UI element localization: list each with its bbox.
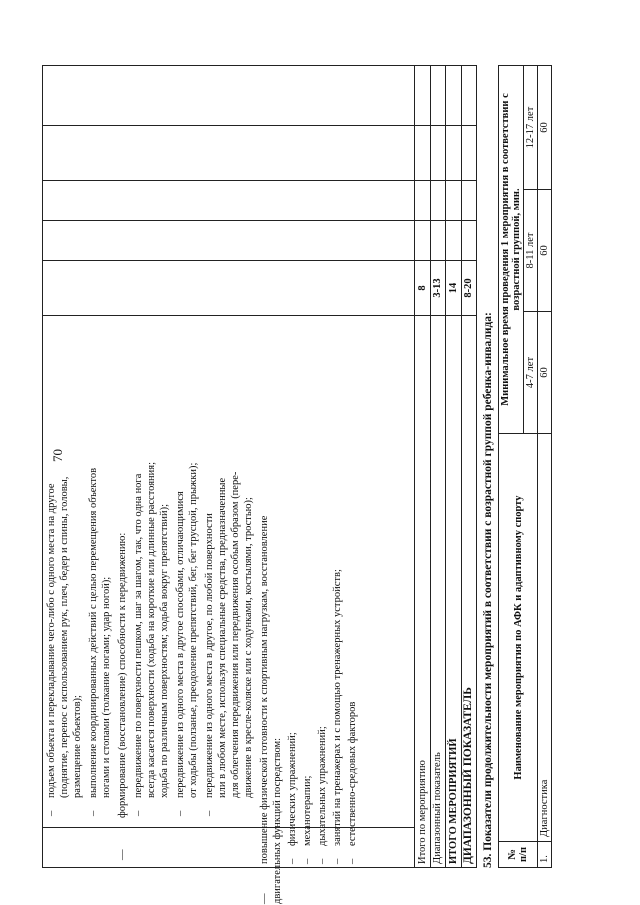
header-age: 12-17 лет: [524, 66, 538, 190]
header-min-time: Минимальное время проведения 1 мероприятия в соответствии с возрастной группой, мин.: [499, 66, 524, 434]
dash-mark: —: [259, 893, 270, 904]
text-line: естественно-средовых факторов: [347, 701, 358, 846]
dash-mark: –: [302, 858, 313, 864]
summary-label: Диапазонный показатель: [430, 316, 445, 868]
summary-row: [415, 66, 430, 868]
page-number: 70: [50, 449, 65, 462]
text-line: для облегчения передвижения или передвижения особым образом (пере-: [230, 471, 241, 798]
text-line: передвижение из одного места в другое, по любой поверхности: [204, 513, 215, 798]
summary-value: 8: [415, 261, 430, 316]
text-line: или в любом месте, используя специальные средства, предназначенные: [217, 477, 228, 798]
summary-label: ИТОГО МЕРОПРИЯТИЙ: [446, 316, 461, 868]
dash-mark: –: [88, 810, 99, 816]
row-value: 60: [538, 312, 552, 434]
summary-value: 8-20: [461, 261, 477, 316]
empty-cell: [43, 261, 415, 316]
header-age: 8-11 лет: [524, 190, 538, 312]
summary-value: 14: [446, 261, 461, 316]
section-heading: формирование (восстановление) способности к передвижению:: [117, 532, 128, 818]
header-age: 4-7 лет: [524, 312, 538, 434]
table-row: [538, 66, 552, 868]
summary-label: Итого по мероприятию: [415, 316, 430, 868]
row-value: 60: [538, 66, 552, 190]
text-line: передвижение из одного места в другое способами, отличающимися: [175, 491, 186, 798]
text-line: механотерапии;: [302, 775, 313, 846]
text-line: ногами и стопами (толкание ногами; удар ногой);: [101, 576, 112, 798]
row-name: Диагностика: [538, 434, 552, 842]
row-num: 1.: [538, 842, 552, 868]
text-line: дыхательных упражнений;: [317, 726, 328, 846]
empty-cell: [43, 181, 415, 221]
dash-mark: –: [287, 858, 298, 864]
text-line: подъем объекта и перекладывание чего-либо с одного места на другое: [46, 483, 57, 798]
empty-cell: [43, 221, 415, 261]
text-line: физических упражнений;: [287, 732, 298, 846]
empty-cell: [43, 126, 415, 181]
text-line: занятий на тренажерах и с помощью тренажерных устройств;: [332, 569, 343, 846]
summary-label: ДИАПАЗОННЫЙ ПОКАЗАТЕЛЬ: [461, 316, 477, 868]
dash-mark: —: [117, 849, 128, 860]
summary-value: 3-13: [430, 261, 445, 316]
summary-row: [446, 66, 461, 868]
text-line: передвижение по поверхности пешком, шаг за шагом, так, что одна нога: [133, 473, 144, 798]
text-line: ходьба по различным поверхностям; ходьба вокруг препятствий);: [159, 503, 170, 798]
activities-table: [42, 65, 477, 904]
dash-mark: –: [133, 810, 144, 816]
row-value: 60: [538, 190, 552, 312]
dash-mark: –: [317, 858, 328, 864]
text-line: размещение объектов);: [72, 695, 83, 798]
text-line: движение в кресле-коляске или с ходунками, костылями, тростью);: [243, 497, 254, 798]
dash-mark: –: [175, 810, 186, 816]
dash-mark: –: [347, 858, 358, 864]
duration-table: [498, 65, 552, 868]
empty-cell: [43, 66, 415, 126]
section-heading: двигательных функций посредством:: [272, 737, 283, 904]
header-num: № п/п: [499, 842, 538, 868]
dash-mark: –: [46, 810, 57, 816]
rotated-page: [20, 22, 620, 904]
text-line: всегда касается поверхности (ходьба на короткие или длинные расстояния;: [146, 461, 157, 798]
description-cell: [43, 316, 415, 904]
section-title: 53. Показатели продолжительности мероприятий в соответствии с возрастной группой ребенка-инвалида:: [482, 312, 494, 868]
summary-row: [430, 66, 445, 868]
dash-mark: –: [204, 810, 215, 816]
text-line: выполнение координированных действий с целью перемещения объектов: [88, 467, 99, 798]
dash-mark: –: [332, 858, 343, 864]
header-name: Наименование мероприятия по АФК и адаптивному спорту: [499, 434, 538, 842]
summary-row: [461, 66, 477, 868]
text-line: (поднятие, перенос с использованием рук, плеч, бедер и спины, головы,: [59, 476, 70, 798]
text-line: от ходьбы (ползанье, преодоление препятствий, бег, бег трусцой, прыжки);: [188, 462, 199, 798]
section-heading: повышение физической готовности к спортивным нагрузкам, восстановление: [259, 515, 270, 864]
